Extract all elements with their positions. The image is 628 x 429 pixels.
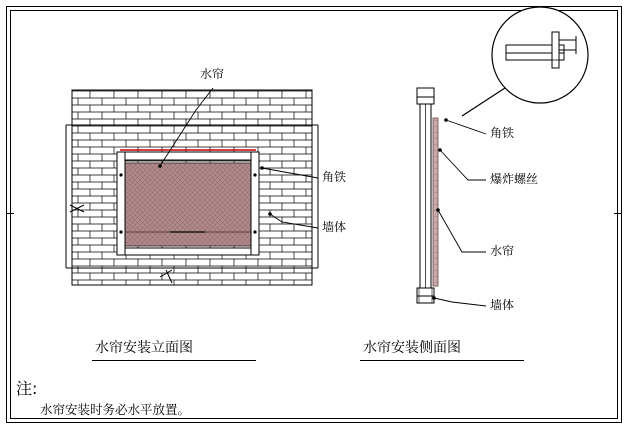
side-curtain <box>431 118 438 286</box>
label-angle-iron-front: 角铁 <box>322 170 347 184</box>
side-leader-lines <box>434 120 486 306</box>
label-wall-side: 墙体 <box>490 298 515 312</box>
note-title: 注: <box>16 379 38 398</box>
label-water-curtain-side: 水帘 <box>490 244 515 258</box>
detail-callout-bubble <box>462 7 588 116</box>
side-wall <box>417 88 434 303</box>
caption-side-view: 水帘安装侧面图 <box>363 340 461 356</box>
front-curtain-assembly <box>117 150 259 255</box>
caption-front-view: 水帘安装立面图 <box>95 340 193 356</box>
note-text: 水帘安装时务必水平放置。 <box>40 402 191 417</box>
label-water-curtain-top: 水帘 <box>200 67 225 81</box>
caption-side-underline <box>360 360 524 361</box>
caption-front-underline <box>92 360 256 361</box>
label-wall-front: 墙体 <box>322 220 347 234</box>
label-expansion-bolt: 爆炸螺丝 <box>490 172 539 186</box>
label-angle-iron-side: 角铁 <box>490 126 515 140</box>
